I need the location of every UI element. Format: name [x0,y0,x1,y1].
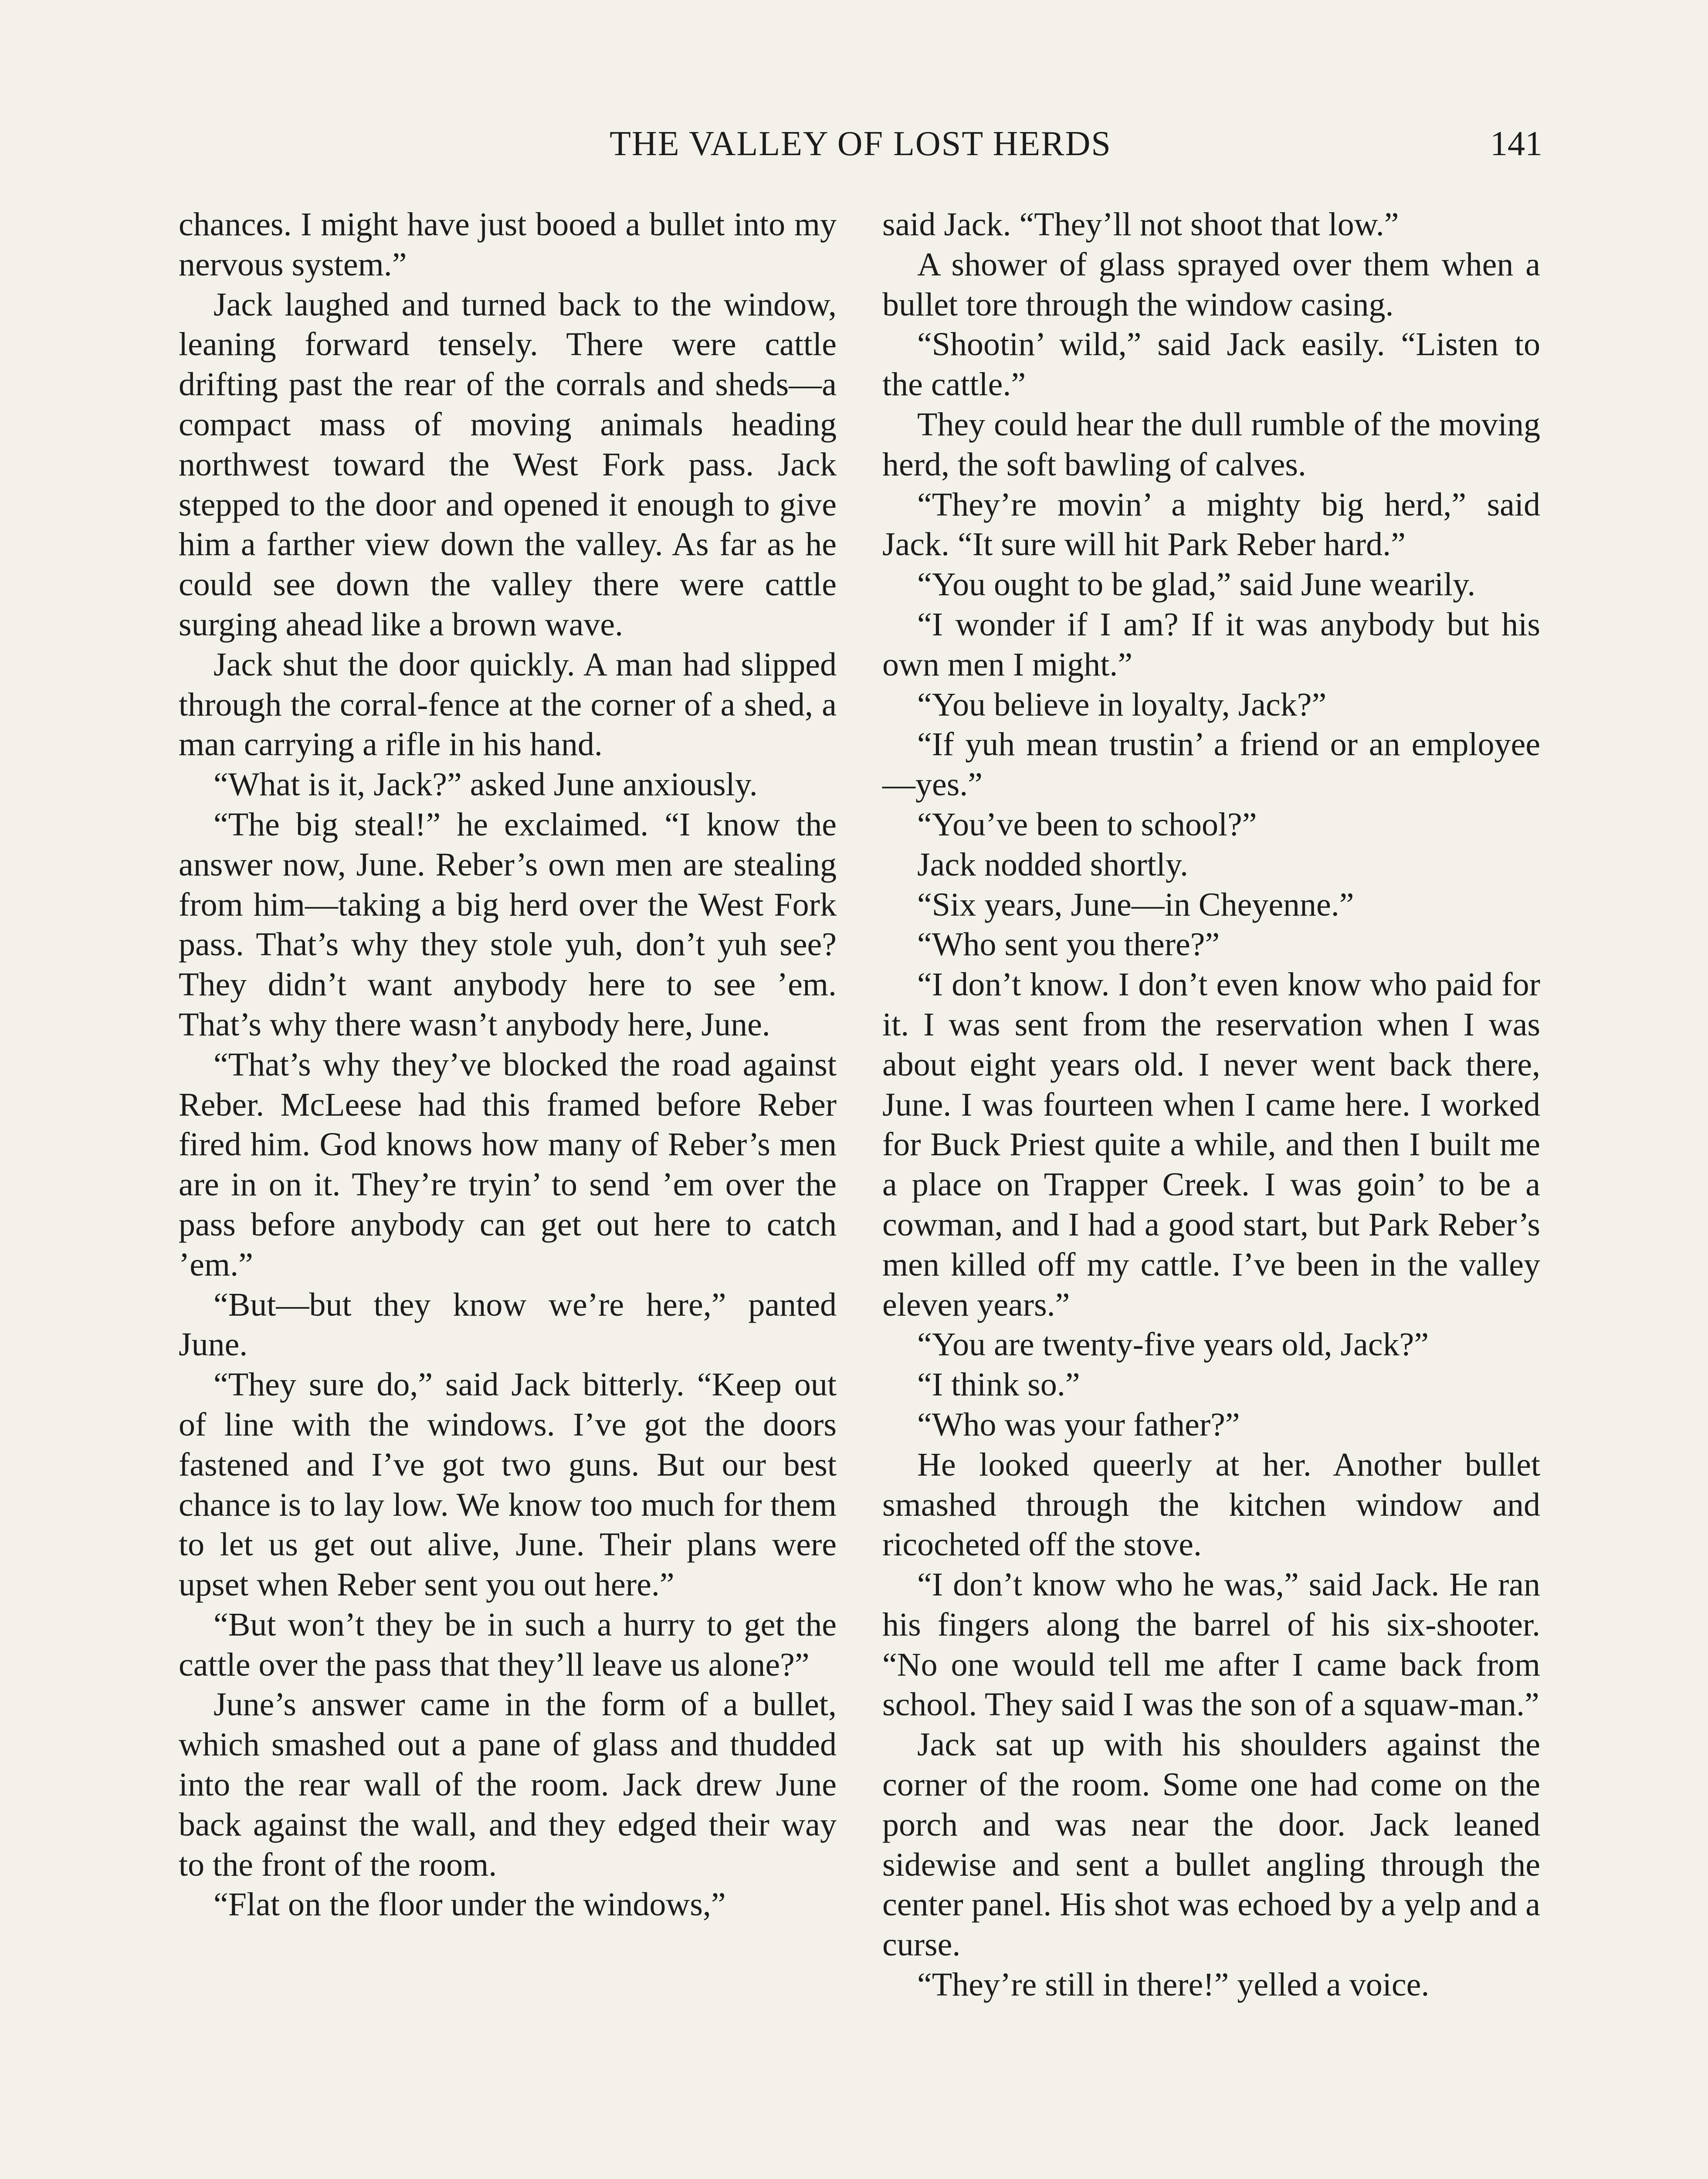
paragraph: “But—but they know we’re here,” panted June. [179,1286,837,1363]
paragraph: “I wonder if I am? If it was anybody but his own men I might.” [882,606,1540,683]
paragraph: Jack sat up with his shoulders against the corner of the room. Some one had come on the porch and was near the door. Jack leaned sidewise and sent a bullet angling through the center panel. His shot was echoed by a yelp and a curse. [882,1726,1540,1963]
paragraph: “They sure do,” said Jack bitterly. “Keep out of line with the windows. I’ve got the doors fastened and I’ve got two guns. But our best chance is to lay low. We know too much for them to let us get out alive, June. Their plans were upset when Reber sent you out here.” [179,1366,837,1603]
paragraph: “I don’t know. I don’t even know who paid for it. I was sent from the reservation when I was about eight years old. I never went back there, June. I was fourteen when I came here. I worked for Buck Priest quite a while, and then I built me a place on Trapper Creek. I was goin’ to be a cowman, and I had a good start, but Park Reber’s men killed off my cattle. I’ve been in the valley eleven years.” [882,966,1540,1323]
paragraph: “You are twenty-five years old, Jack?” [917,1326,1429,1363]
paragraph: “I don’t know who he was,” said Jack. He ran his fingers along the barrel of his six-shooter. “No one would tell me after I came back from school. They said I was the son of a squaw-man.” [882,1566,1540,1723]
paragraph: Jack laughed and turned back to the window, leaning forward tensely. There were cattle drifting past the rear of the corrals and sheds—a compact mass of moving animals heading northwest toward the West Fork pass. Jack stepped to the door and opened it enough to give him a farther view down the valley. As far as he could see down the valley there were cattle surging ahead like a brown wave. [179,286,837,643]
left-column [179,205,837,1925]
paragraph: “Flat on the floor under the windows,” [214,1886,726,1923]
paragraph: “Who sent you there?” [917,926,1220,963]
paragraph: “That’s why they’ve blocked the road against Reber. McLeese had this framed before Reber fired him. God knows how many of Reber’s men are in on it. They’re tryin’ to send ’em over the pass before anybody can get out here to catch ’em.” [179,1046,837,1283]
paragraph: “They’re still in there!” yelled a voice. [917,1966,1430,2003]
paragraph: “But won’t they be in such a hurry to get the cattle over the pass that they’ll leave us alone?” [179,1606,837,1683]
paragraph: A shower of glass sprayed over them when a bullet tore through the window casing. [882,246,1540,323]
paragraph: “The big steal!” he exclaimed. “I know the answer now, June. Reber’s own men are stealing from him—taking a big herd over the West Fork pass. That’s why they stole yuh, don’t yuh see? They didn’t want anybody here to see ’em. That’s why there wasn’t anybody here, June. [179,806,837,1043]
paragraph: “You’ve been to school?” [917,806,1257,843]
paragraph: “Six years, June—in Cheyenne.” [917,886,1354,923]
paragraph: “Who was your father?” [917,1406,1240,1443]
paragraph: “Shootin’ wild,” said Jack easily. “Listen to the cattle.” [882,326,1540,403]
paragraph: “If yuh mean trustin’ a friend or an employee—yes.” [882,726,1540,803]
paragraph: said Jack. “They’ll not shoot that low.” [882,206,1399,243]
running-title: THE VALLEY OF LOST HERDS [610,125,1112,163]
paragraph: “What is it, Jack?” asked June anxiously. [214,766,758,803]
paragraph: “You ought to be glad,” said June wearily. [917,566,1476,603]
page-number: 141 [1490,125,1542,163]
paragraph: Jack nodded shortly. [917,846,1188,883]
paragraph: Jack shut the door quickly. A man had slipped through the corral-fence at the corner of a shed, a man carrying a rifle in his hand. [179,646,837,763]
right-column [882,205,1540,2005]
paragraph: chances. I might have just booed a bullet into my nervous system.” [179,206,837,283]
paragraph: He looked queerly at her. Another bullet smashed through the kitchen window and ricocheted off the stove. [882,1446,1540,1563]
paragraph: “I think so.” [917,1366,1080,1403]
running-head [179,122,1542,170]
paragraph: “They’re movin’ a mighty big herd,” said Jack. “It sure will hit Park Reber hard.” [882,486,1540,563]
paragraph: June’s answer came in the form of a bullet, which smashed out a pane of glass and thudded into the rear wall of the room. Jack drew June back against the wall, and they edged their way to the front of the room. [179,1686,837,1883]
paragraph: They could hear the dull rumble of the moving herd, the soft bawling of calves. [882,406,1540,483]
paragraph: “You believe in loyalty, Jack?” [917,686,1327,723]
